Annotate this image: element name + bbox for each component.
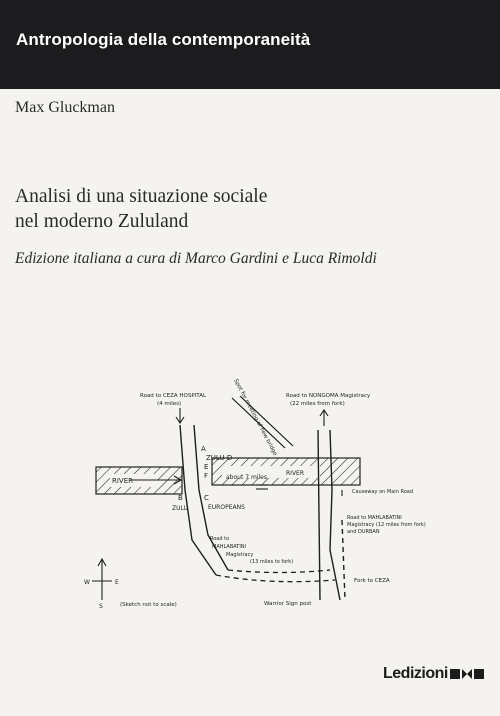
label-river-left: RIVER xyxy=(112,477,134,485)
label-zulu: ZULU xyxy=(172,505,188,512)
label-a: A xyxy=(201,445,206,453)
road-mahlabatini-dashed xyxy=(216,570,335,582)
label-fork-ceza: Fork to CEZA xyxy=(354,578,390,584)
label-sketch-note: (Sketch not to scale) xyxy=(120,602,177,608)
book-title-line-2: nel moderno Zululand xyxy=(15,211,189,232)
label-mahlabatini-right-1: Road to MAHLABATINI xyxy=(347,515,402,521)
label-road-ceza-dist: (4 miles) xyxy=(157,401,182,407)
diagonal-road xyxy=(232,396,293,448)
compass-west: W xyxy=(84,579,90,586)
compass-east: E xyxy=(115,579,119,586)
compass-south: S xyxy=(99,603,103,610)
label-road-nongoma: Road to NONGOMA Magistracy xyxy=(286,393,371,399)
label-zulu-d: ZULU D xyxy=(206,454,233,462)
label-mahlabatini-right-3: and DURBAN xyxy=(347,529,380,535)
label-mahlabatini-left-3: Magistracy xyxy=(226,552,254,558)
label-diagonal-note: Spot for meeting of new bridge xyxy=(232,378,278,457)
label-warrior-signpost: Warrior Sign post xyxy=(264,601,312,607)
publisher-name: Ledizioni xyxy=(383,665,448,682)
label-road-ceza: Road to CEZA HOSPITAL xyxy=(140,393,207,399)
label-c: C xyxy=(204,494,209,502)
label-e: E xyxy=(204,463,209,471)
book-subtitle: Edizione italiana a cura di Marco Gardini e Luca Rimoldi xyxy=(15,250,377,267)
sketch-map xyxy=(0,370,500,630)
book-title xyxy=(15,184,267,234)
label-causeway: Causeway on Main Road xyxy=(352,489,413,495)
label-europeans: EUROPEANS xyxy=(208,504,245,511)
series-title: Antropologia della contemporaneità xyxy=(16,30,311,49)
label-mahlabatini-left-1: Road to xyxy=(210,536,230,542)
label-mahlabatini-right-2: Magistracy (12 miles from fork) xyxy=(347,522,426,528)
author-name: Max Gluckman xyxy=(15,99,115,116)
label-river-mid: RIVER xyxy=(286,470,305,477)
book-title-line-1: Analisi di una situazione sociale xyxy=(15,186,268,207)
label-mahlabatini-left-2: MAHLABATINI xyxy=(212,544,247,550)
publisher-book-icon xyxy=(450,668,484,680)
label-road-nongoma-dist: (22 miles from fork) xyxy=(290,401,345,407)
label-about-seven-miles: about 7 miles xyxy=(226,474,267,481)
publisher-logo xyxy=(383,665,484,683)
label-mahlabatini-left-4: (13 miles to fork) xyxy=(250,559,294,565)
label-b: B xyxy=(178,494,183,502)
label-f: F xyxy=(204,472,209,480)
road-nongoma xyxy=(318,430,345,600)
compass-icon xyxy=(92,559,112,600)
